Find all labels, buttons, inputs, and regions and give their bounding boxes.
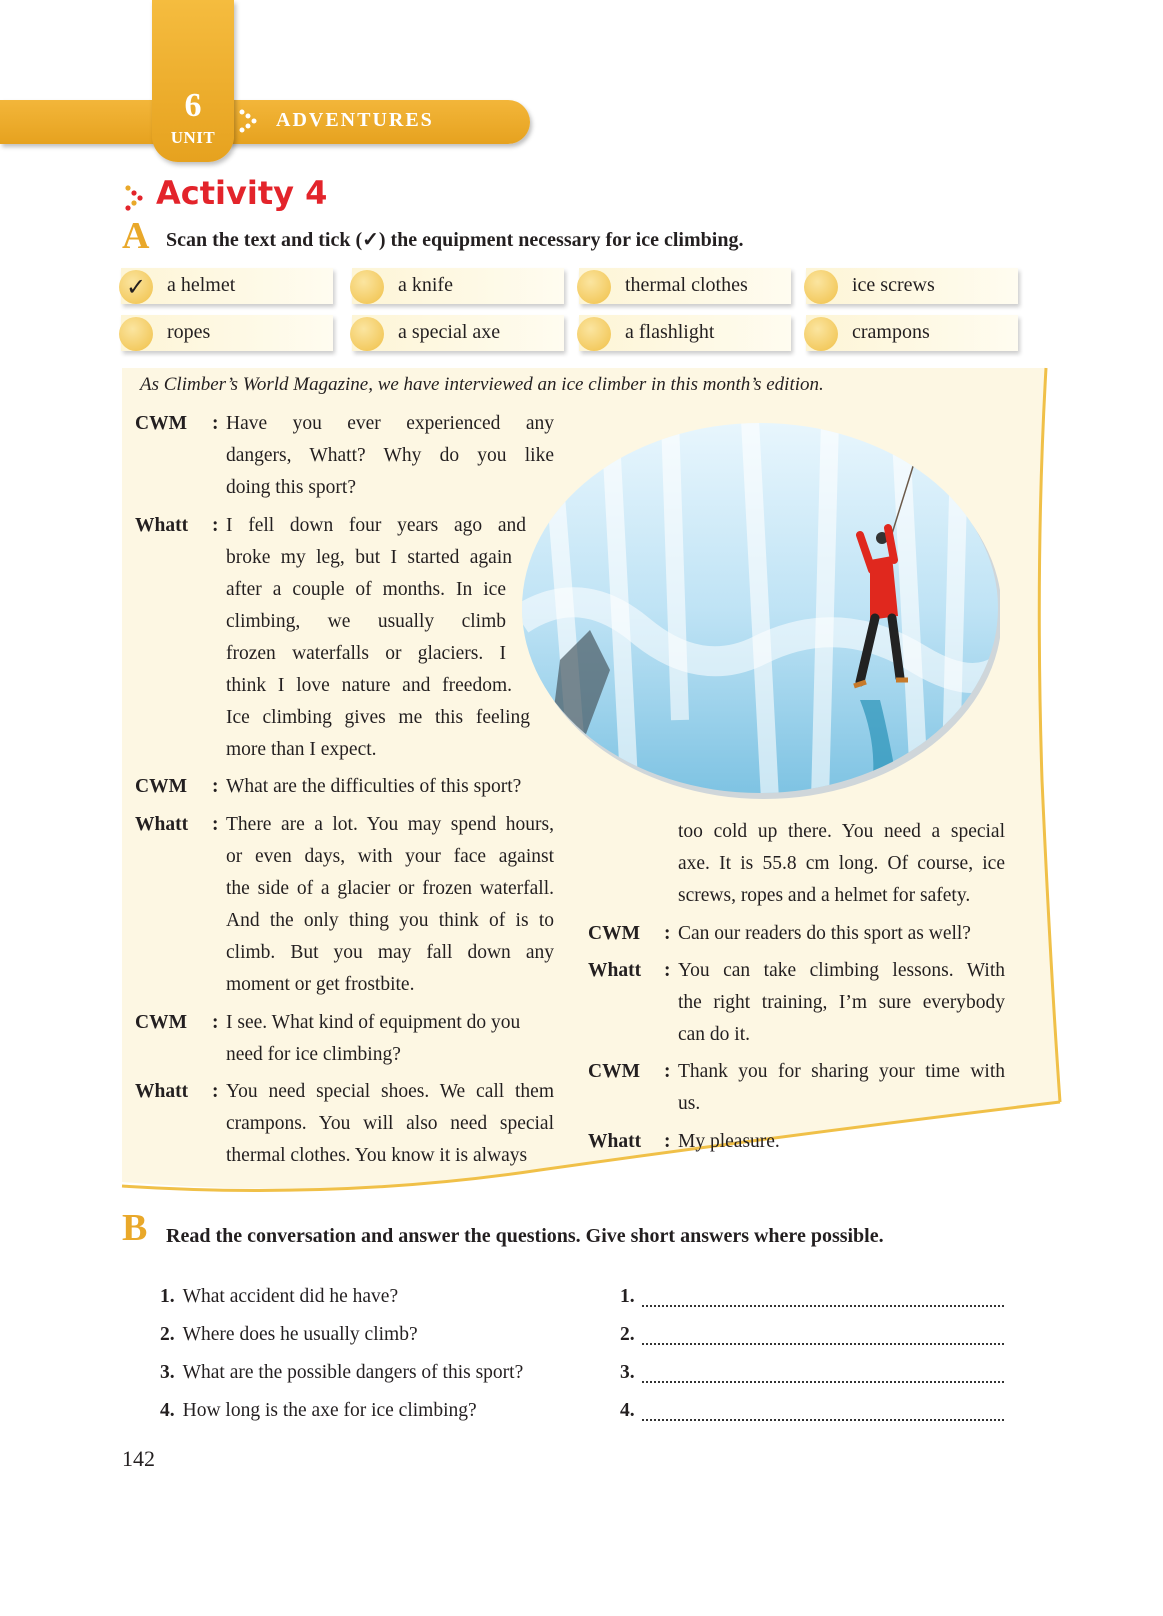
section-a-instruction: Scan the text and tick (✓) the equipment necessary for ice climbing. xyxy=(166,229,744,251)
speaker-name: Whatt xyxy=(135,1081,189,1102)
dialog-line: I see. What kind of equipment do you xyxy=(226,1012,521,1033)
unit-banner xyxy=(0,100,530,144)
tick-box[interactable] xyxy=(350,270,384,304)
section-b-letter: B xyxy=(122,1207,148,1249)
tick-box[interactable] xyxy=(350,317,384,351)
question-item xyxy=(160,1286,398,1308)
checklist-item[interactable] xyxy=(121,268,333,304)
dialog-line: Can our readers do this sport as well? xyxy=(678,923,971,944)
answer-number: 4. xyxy=(620,1400,635,1421)
dialog-line: There are a lot. You may spend hours, xyxy=(226,814,554,835)
tick-box[interactable]: ✓ xyxy=(119,270,153,304)
question-number: 1. xyxy=(160,1286,175,1307)
dialog-line: Have you ever experienced any xyxy=(226,413,554,434)
dialog-line: or even days, with your face against xyxy=(226,846,554,867)
dialog-line: climb. But you may fall down any xyxy=(226,942,554,963)
speaker-colon: : xyxy=(212,1081,219,1102)
speaker-name: CWM xyxy=(588,923,640,944)
dialog-line: What are the difficulties of this sport? xyxy=(226,776,522,797)
checklist-item[interactable] xyxy=(579,315,791,351)
dialog-line: can do it. xyxy=(678,1024,751,1045)
question-text: What are the possible dangers of this sport? xyxy=(182,1362,524,1383)
speaker-name: CWM xyxy=(135,1012,187,1033)
unit-tab xyxy=(152,0,234,162)
dialog-line: frozen waterfalls or glaciers. I xyxy=(226,643,506,664)
tick-box[interactable] xyxy=(577,270,611,304)
speaker-name: Whatt xyxy=(588,960,642,981)
dialog-line: You can take climbing lessons. With xyxy=(678,960,1005,981)
speaker-colon: : xyxy=(212,413,219,434)
dialog-line: doing this sport? xyxy=(226,477,356,498)
unit-label: UNIT xyxy=(170,128,216,147)
dialog-line: My pleasure. xyxy=(678,1131,780,1152)
checklist-item[interactable] xyxy=(806,268,1018,304)
dialog-line: thermal clothes. You know it is always xyxy=(226,1145,528,1166)
dialog-line: Ice climbing gives me this feeling xyxy=(226,707,530,728)
section-b-instruction: Read the conversation and answer the questions. Give short answers where possible. xyxy=(166,1225,884,1247)
speaker-colon: : xyxy=(212,776,219,797)
dialog-line: the right training, I’m sure everybody xyxy=(678,992,1005,1013)
answer-number: 1. xyxy=(620,1286,635,1307)
dialog-line: need for ice climbing? xyxy=(226,1044,401,1065)
checklist-item-label: thermal clothes xyxy=(625,274,748,296)
checklist-item-label: a special axe xyxy=(398,321,501,343)
answer-field[interactable] xyxy=(642,1418,1004,1421)
answer-field[interactable] xyxy=(642,1304,1004,1307)
tick-box[interactable] xyxy=(119,317,153,351)
dialog-line: climbing, we usually climb xyxy=(226,611,506,632)
question-item xyxy=(160,1400,477,1422)
speaker-colon: : xyxy=(664,1131,671,1152)
dialog-line: Thank you for sharing your time with xyxy=(678,1061,1005,1082)
tick-box[interactable] xyxy=(804,317,838,351)
answer-field[interactable] xyxy=(642,1380,1004,1383)
question-text: What accident did he have? xyxy=(182,1286,399,1307)
speaker-colon: : xyxy=(212,1012,219,1033)
answer-number: 3. xyxy=(620,1362,635,1383)
dialog-line: after a couple of months. In ice xyxy=(226,579,506,600)
activity-title: Activity 4 xyxy=(156,174,328,212)
dialog-line: more than I expect. xyxy=(226,739,377,760)
checklist-item-label: a flashlight xyxy=(625,321,715,343)
speaker-colon: : xyxy=(212,515,219,536)
tick-box[interactable] xyxy=(577,317,611,351)
question-number: 2. xyxy=(160,1324,175,1345)
checklist-item[interactable] xyxy=(352,268,564,304)
checklist-item[interactable] xyxy=(352,315,564,351)
dialog-line: the side of a glacier or frozen waterfall. xyxy=(226,878,554,899)
dialog-line: moment or get frostbite. xyxy=(226,974,415,995)
speaker-name: Whatt xyxy=(588,1131,642,1152)
dialog-line: dangers, Whatt? Why do you like xyxy=(226,445,554,466)
speaker-colon: : xyxy=(664,1061,671,1082)
checklist-item-label: ropes xyxy=(167,321,211,343)
dots-icon xyxy=(238,108,260,134)
page-number: 142 xyxy=(122,1446,155,1471)
answer-field[interactable] xyxy=(642,1342,1004,1345)
checklist-item-label: a helmet xyxy=(167,274,236,296)
speaker-name: CWM xyxy=(135,413,187,434)
speaker-colon: : xyxy=(212,814,219,835)
dialog-line: I fell down four years ago and xyxy=(226,515,526,536)
checklist-item[interactable] xyxy=(806,315,1018,351)
speaker-colon: : xyxy=(664,923,671,944)
checklist-item[interactable] xyxy=(579,268,791,304)
checklist-item[interactable] xyxy=(121,315,333,351)
dialog-line: And the only thing you think of is to xyxy=(226,910,554,931)
answer-number: 2. xyxy=(620,1324,635,1345)
dialog-line: think I love nature and freedom. xyxy=(226,675,512,696)
question-item xyxy=(160,1362,523,1384)
question-text: How long is the axe for ice climbing? xyxy=(182,1400,477,1421)
checklist-item-label: ice screws xyxy=(852,274,935,296)
dialog-line: screws, ropes and a helmet for safety. xyxy=(678,885,971,906)
dialog-line: You need special shoes. We call them xyxy=(226,1081,554,1102)
question-item xyxy=(160,1324,418,1346)
speaker-colon: : xyxy=(664,960,671,981)
ice-climber-photo xyxy=(520,420,1000,800)
activity-dots-icon xyxy=(124,184,146,212)
speaker-name: CWM xyxy=(588,1061,640,1082)
dialog-line: us. xyxy=(678,1093,701,1114)
question-number: 4. xyxy=(160,1400,175,1421)
checklist-item-label: a knife xyxy=(398,274,453,296)
speaker-name: CWM xyxy=(135,776,187,797)
question-number: 3. xyxy=(160,1362,175,1383)
speaker-name: Whatt xyxy=(135,814,189,835)
unit-title: ADVENTURES xyxy=(276,109,434,131)
question-text: Where does he usually climb? xyxy=(182,1324,418,1345)
dialog-line: too cold up there. You need a special xyxy=(678,821,1005,842)
dialog-line: broke my leg, but I started again xyxy=(226,547,512,568)
section-a-letter: A xyxy=(122,215,150,257)
tick-box[interactable] xyxy=(804,270,838,304)
dialog-line: axe. It is 55.8 cm long. Of course, ice xyxy=(678,853,1005,874)
dialog-line: crampons. You will also need special xyxy=(226,1113,554,1134)
checklist-item-label: crampons xyxy=(852,321,930,343)
speaker-name: Whatt xyxy=(135,515,189,536)
unit-number: 6 xyxy=(184,87,202,124)
reading-intro: As Climber’s World Magazine, we have interviewed an ice climber in this month’s edition. xyxy=(140,374,824,395)
